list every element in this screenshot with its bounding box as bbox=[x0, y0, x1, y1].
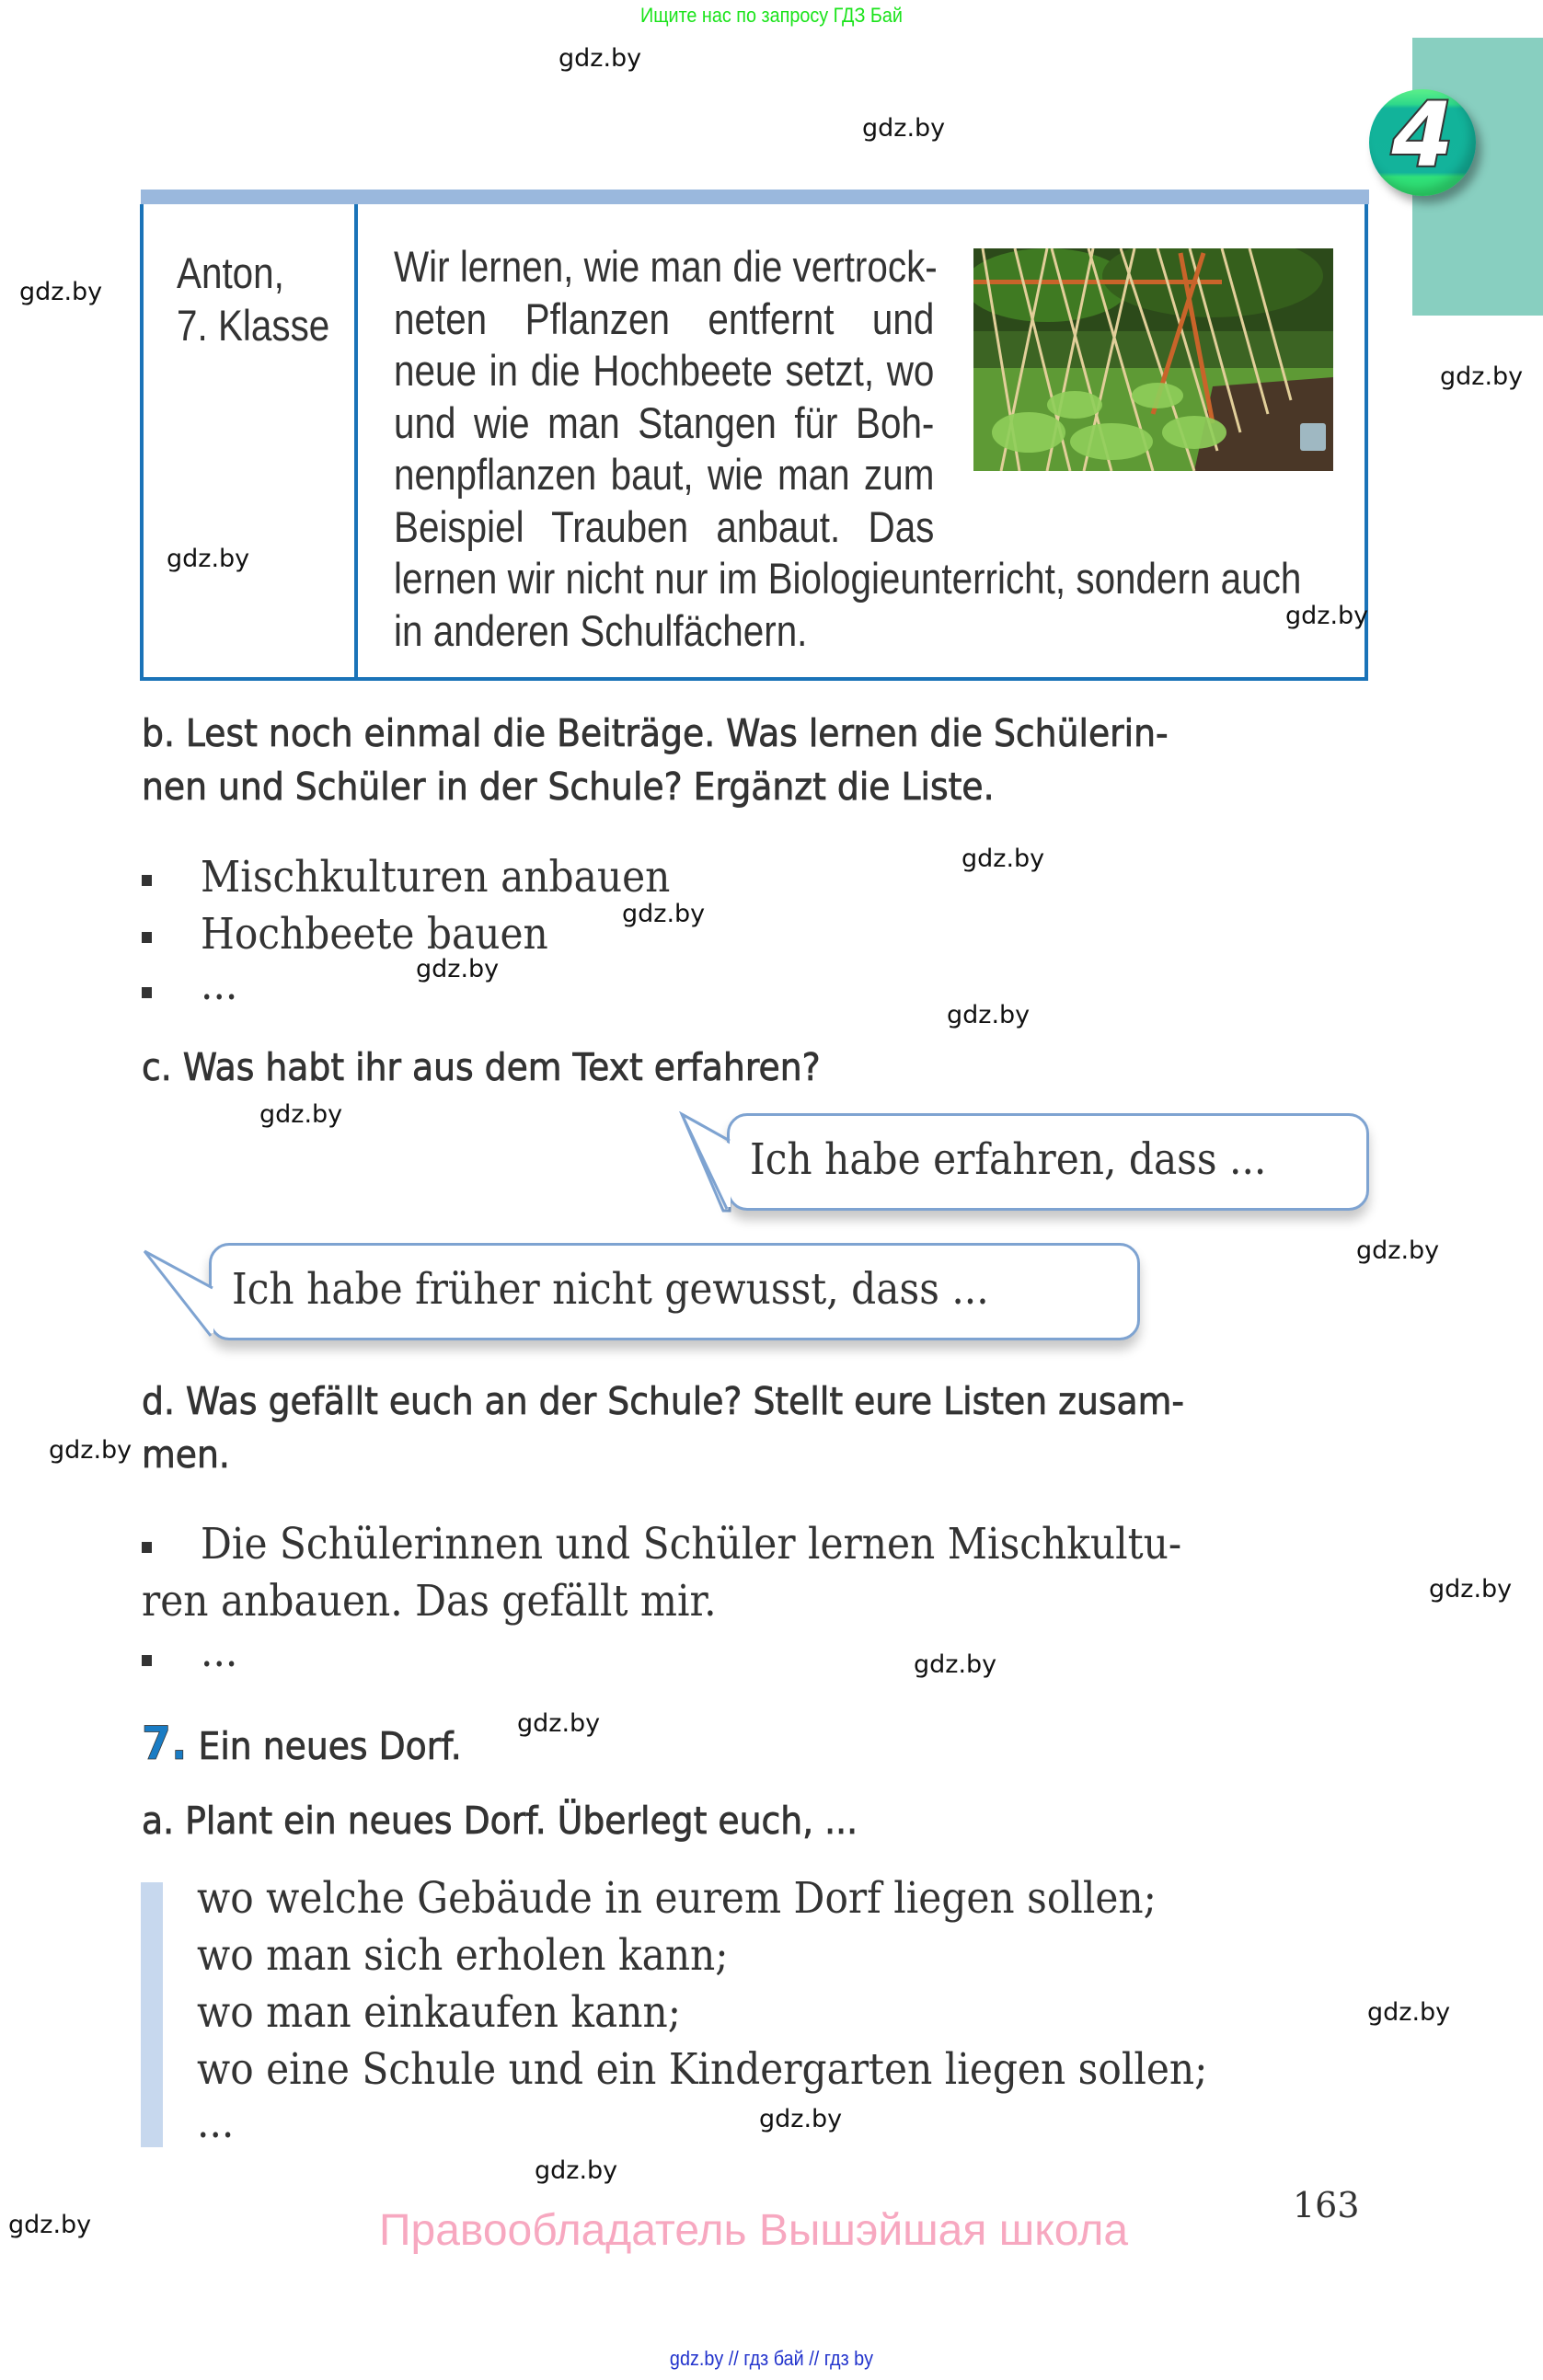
watermark: gdz.by bbox=[759, 2105, 843, 2133]
exercise-title: Ein neues Dorf. bbox=[198, 1724, 462, 1768]
watermark: gdz.by bbox=[947, 1001, 1031, 1029]
watermark: gdz.by bbox=[19, 278, 103, 306]
table-border-left bbox=[140, 204, 144, 681]
footer-links[interactable]: gdz.by // гдз бай // гдз by bbox=[669, 2347, 874, 2370]
speech-bubble-2-text: Ich habe früher nicht gewusst, dass ... bbox=[232, 1264, 989, 1315]
list-item: ... bbox=[201, 1627, 238, 1677]
list-item: ... bbox=[201, 960, 238, 1010]
bullet-icon bbox=[142, 932, 152, 943]
exercise-number: 7. bbox=[142, 1717, 188, 1770]
table-top-bar bbox=[141, 190, 1369, 204]
list-item-continuation: ren anbauen. Das gefällt mir. bbox=[142, 1576, 717, 1627]
table-border-bottom bbox=[140, 677, 1368, 681]
watermark: gdz.by bbox=[535, 2156, 618, 2185]
text-line: und wie man Stangen für Boh- bbox=[394, 397, 935, 447]
chapter-number: 4 bbox=[1391, 89, 1454, 187]
speech-bubble-1-text: Ich habe erfahren, dass ... bbox=[750, 1134, 1267, 1185]
task-c-heading: c. Was habt ihr aus dem Text erfahren? bbox=[142, 1045, 821, 1089]
watermark: gdz.by bbox=[416, 955, 500, 983]
watermark: gdz.by bbox=[1356, 1236, 1440, 1265]
watermark: gdz.by bbox=[167, 545, 250, 573]
task-d-heading-line1: d. Was gefällt euch an der Schule? Stellt eure Listen zusam- bbox=[142, 1379, 1184, 1423]
watermark: gdz.by bbox=[558, 44, 642, 73]
text-line: lernen wir nicht nur im Biologieunterricht, sondern auch bbox=[394, 554, 1302, 603]
text-line: Beispiel Trauben anbaut. Das bbox=[394, 501, 935, 551]
task-b-heading-line1: b. Lest noch einmal die Beiträge. Was lernen die Schülerin- bbox=[142, 711, 1169, 755]
watermark: gdz.by bbox=[862, 114, 946, 143]
copyright-notice: Правообладатель Вышэйшая школа bbox=[379, 2206, 1129, 2255]
text-line: Wir lernen, wie man die vertrock- bbox=[394, 242, 938, 291]
watermark: gdz.by bbox=[259, 1100, 343, 1129]
garden-photo bbox=[973, 248, 1333, 471]
watermark: gdz.by bbox=[1285, 602, 1369, 630]
exercise-7-task-a: a. Plant ein neues Dorf. Überlegt euch, ... bbox=[142, 1799, 858, 1843]
list-item: Mischkulturen anbauen bbox=[201, 852, 671, 903]
exercise-7-heading bbox=[142, 1717, 462, 1773]
quote-line: wo man einkaufen kann; bbox=[197, 1987, 682, 2038]
list-item: Die Schülerinnen und Schüler lernen Mischkultu- bbox=[201, 1519, 1182, 1569]
watermark: gdz.by bbox=[914, 1650, 997, 1679]
quote-line: wo eine Schule und ein Kindergarten liegen sollen; bbox=[197, 2044, 1208, 2095]
bean-poles-illustration bbox=[973, 248, 1333, 471]
page-number: 163 bbox=[1293, 2185, 1360, 2225]
watering-can-icon bbox=[1300, 423, 1326, 451]
text-line: nenpflanzen baut, wie man zum bbox=[394, 450, 935, 499]
chapter-badge bbox=[1369, 89, 1476, 196]
task-b-heading-line2: nen und Schüler in der Schule? Ergänzt die Liste. bbox=[142, 765, 995, 809]
table-divider bbox=[354, 204, 358, 681]
watermark: gdz.by bbox=[961, 845, 1045, 873]
quote-line: wo welche Gebäude in eurem Dorf liegen sollen; bbox=[197, 1873, 1157, 1924]
bullet-icon bbox=[142, 987, 152, 998]
author-name: Anton, bbox=[177, 248, 284, 297]
watermark: gdz.by bbox=[49, 1436, 132, 1465]
top-banner: Ищите нас по запросу ГДЗ Бай bbox=[639, 4, 903, 27]
task-d-heading-line2: men. bbox=[142, 1432, 230, 1477]
watermark: gdz.by bbox=[1440, 362, 1524, 391]
bullet-icon bbox=[142, 1655, 152, 1666]
watermark: gdz.by bbox=[1367, 1998, 1451, 2027]
watermark: gdz.by bbox=[1429, 1575, 1513, 1604]
quote-bar bbox=[141, 1882, 163, 2147]
text-line: in anderen Schulfächern. bbox=[394, 605, 808, 655]
text-line: neue in die Hochbeete setzt, wo bbox=[394, 346, 935, 395]
text-line: neten Pflanzen entfernt und bbox=[394, 293, 935, 343]
quote-line: wo man sich erholen kann; bbox=[197, 1930, 729, 1981]
watermark: gdz.by bbox=[8, 2211, 92, 2239]
quote-line: ... bbox=[197, 2098, 235, 2148]
list-item: Hochbeete bauen bbox=[201, 909, 548, 960]
bullet-icon bbox=[142, 1542, 152, 1553]
author-cell bbox=[177, 247, 329, 351]
watermark: gdz.by bbox=[622, 900, 706, 928]
speech-bubble-tail-icon bbox=[142, 1248, 225, 1340]
author-class: 7. Klasse bbox=[177, 301, 330, 350]
watermark: gdz.by bbox=[517, 1709, 601, 1738]
speech-bubble-tail-cover-icon bbox=[679, 1111, 753, 1213]
bullet-icon bbox=[142, 875, 152, 886]
